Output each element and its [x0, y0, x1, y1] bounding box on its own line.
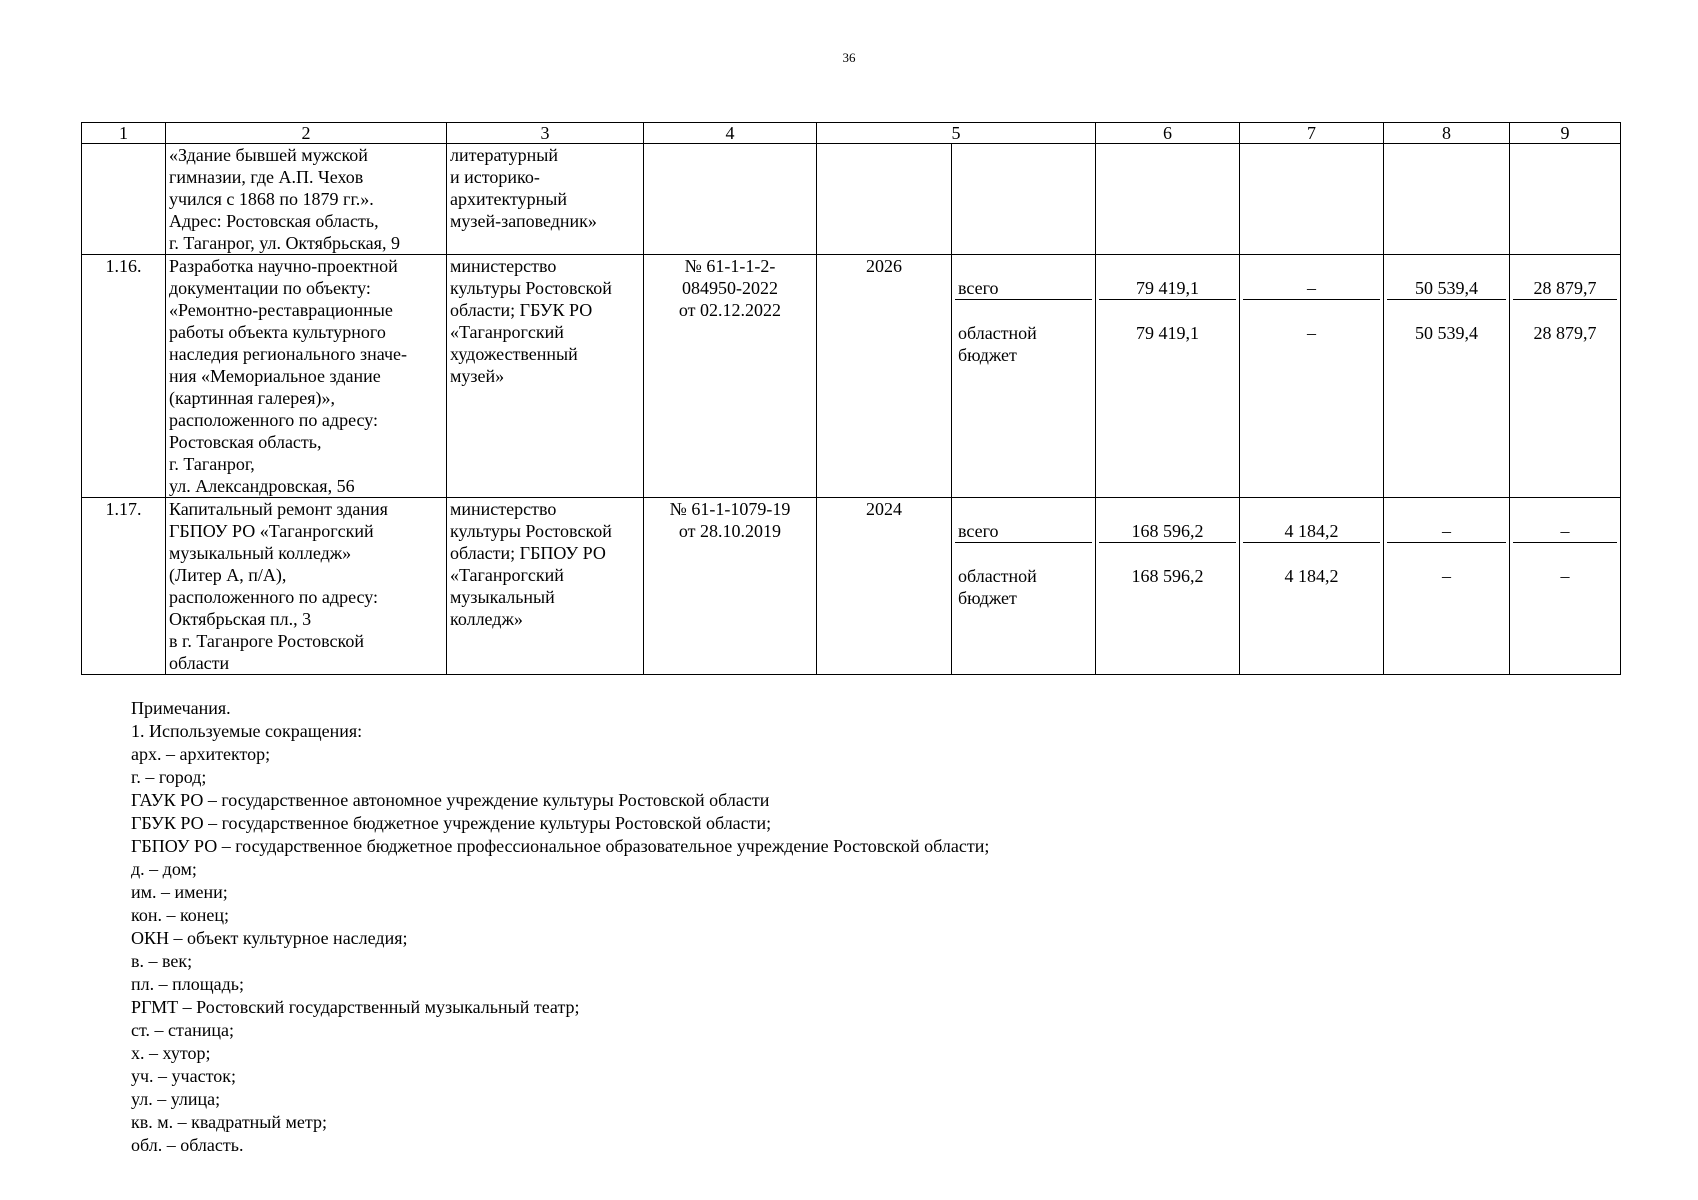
cell-source	[952, 144, 1096, 255]
header-cell: 6	[1096, 123, 1240, 144]
note-line: ГБУК РО – государственное бюджетное учреждение культуры Ростовской области;	[131, 813, 772, 833]
cell-col7	[1240, 255, 1384, 498]
value-regional: –	[1442, 566, 1451, 586]
value-regional: 168 596,2	[1131, 566, 1204, 586]
note-line: в. – век;	[131, 951, 193, 971]
value-regional: –	[1307, 323, 1316, 343]
cell-col6	[1096, 255, 1240, 498]
value-total: –	[1243, 277, 1380, 300]
header-cell: 1	[82, 123, 166, 144]
table-row	[82, 498, 1621, 675]
header-cell: 9	[1510, 123, 1621, 144]
cell-col9	[1510, 144, 1621, 255]
value-regional: 79 419,1	[1136, 323, 1199, 343]
note-line: кв. м. – квадратный метр;	[131, 1112, 328, 1132]
note-line: д. – дом;	[131, 859, 197, 879]
note-line: ул. – улица;	[131, 1089, 221, 1109]
cell-year: 2026	[817, 255, 952, 498]
cell-object-name: Разработка научно-проектной документации по объекту: «Ремонтно-реставрационные работы объекта культурного наследия регионального значе- ния «Мемориальное здание (картинная галерея)», расположенного по адресу: Ростовская область, г. Таганрог, ул. Александровская, 56	[166, 255, 447, 498]
page-number: 36	[842, 50, 856, 65]
budget-table	[81, 122, 1621, 675]
source-total: всего	[955, 277, 1092, 300]
header-row	[82, 123, 1621, 144]
note-line: кон. – конец;	[131, 905, 230, 925]
note-line: ст. – станица;	[131, 1020, 234, 1040]
value-total: 50 539,4	[1387, 277, 1506, 300]
note-line: обл. – область.	[131, 1135, 244, 1155]
source-total: всего	[955, 520, 1092, 543]
cell-col6	[1096, 144, 1240, 255]
value-total: 4 184,2	[1243, 520, 1380, 543]
value-regional: 4 184,2	[1284, 566, 1339, 586]
note-line: ГБПОУ РО – государственное бюджетное профессиональное образовательное учреждение Ростовской области;	[131, 836, 990, 856]
note-line: ОКН – объект культурное наследия;	[131, 928, 408, 948]
cell-document	[644, 144, 817, 255]
value-regional: –	[1560, 566, 1570, 586]
cell-source	[952, 255, 1096, 498]
cell-num: 1.17.	[82, 498, 166, 675]
header-cell: 7	[1240, 123, 1384, 144]
note-line: арх. – архитектор;	[131, 744, 271, 764]
cell-document: № 61-1-1-2- 084950-2022 от 02.12.2022	[644, 255, 817, 498]
table-row-continuation	[82, 144, 1621, 255]
header-cell: 8	[1384, 123, 1510, 144]
notes-title: Примечания.	[131, 698, 231, 718]
cell-document: № 61-1-1079-19 от 28.10.2019	[644, 498, 817, 675]
cell-num: 1.16.	[82, 255, 166, 498]
note-line: РГМТ – Ростовский государственный музыкальный театр;	[131, 997, 580, 1017]
value-total: 79 419,1	[1099, 277, 1236, 300]
cell-col9	[1510, 498, 1621, 675]
header-cell: 4	[644, 123, 817, 144]
cell-year: 2024	[817, 498, 952, 675]
cell-object-name: Капитальный ремонт здания ГБПОУ РО «Таганрогский музыкальный колледж» (Литер А, п/А), расположенного по адресу: Октябрьская пл., 3 в г. Таганроге Ростовской области	[166, 498, 447, 675]
value-regional: 50 539,4	[1415, 323, 1478, 343]
table-row	[82, 255, 1621, 498]
note-line: пл. – площадь;	[131, 974, 244, 994]
cell-col9	[1510, 255, 1621, 498]
cell-organization: министерство культуры Ростовской области; ГБПОУ РО «Таганрогский музыкальный колледж»	[447, 498, 644, 675]
note-line: им. – имени;	[131, 882, 228, 902]
source-regional: областной бюджет	[958, 323, 1037, 365]
notes-section	[131, 697, 989, 1157]
header-cell: 5	[817, 123, 1096, 144]
note-line: 1. Используемые сокращения:	[131, 721, 363, 741]
header-cell: 2	[166, 123, 447, 144]
note-line: г. – город;	[131, 767, 207, 787]
note-line: х. – хутор;	[131, 1043, 211, 1063]
header-cell: 3	[447, 123, 644, 144]
cell-organization: литературный и историко- архитектурный музей-заповедник»	[447, 144, 644, 255]
cell-col8	[1384, 498, 1510, 675]
cell-col8	[1384, 255, 1510, 498]
cell-num	[82, 144, 166, 255]
cell-col7	[1240, 498, 1384, 675]
cell-organization: министерство культуры Ростовской области; ГБУК РО «Таганрогский художественный музей»	[447, 255, 644, 498]
value-total: 168 596,2	[1099, 520, 1236, 543]
cell-col7	[1240, 144, 1384, 255]
value-total: –	[1387, 520, 1506, 543]
value-total: –	[1513, 520, 1617, 543]
cell-object-name: «Здание бывшей мужской гимназии, где А.П. Чехов учился с 1868 по 1879 гг.». Адрес: Ростовская область, г. Таганрог, ул. Октябрьская, 9	[166, 144, 447, 255]
note-line: уч. – участок;	[131, 1066, 236, 1086]
cell-year	[817, 144, 952, 255]
cell-col8	[1384, 144, 1510, 255]
note-line: ГАУК РО – государственное автономное учреждение культуры Ростовской области	[131, 790, 770, 810]
cell-source	[952, 498, 1096, 675]
cell-col6	[1096, 498, 1240, 675]
value-total: 28 879,7	[1513, 277, 1617, 300]
value-regional: 28 879,7	[1533, 323, 1597, 343]
source-regional: областной бюджет	[958, 566, 1037, 608]
